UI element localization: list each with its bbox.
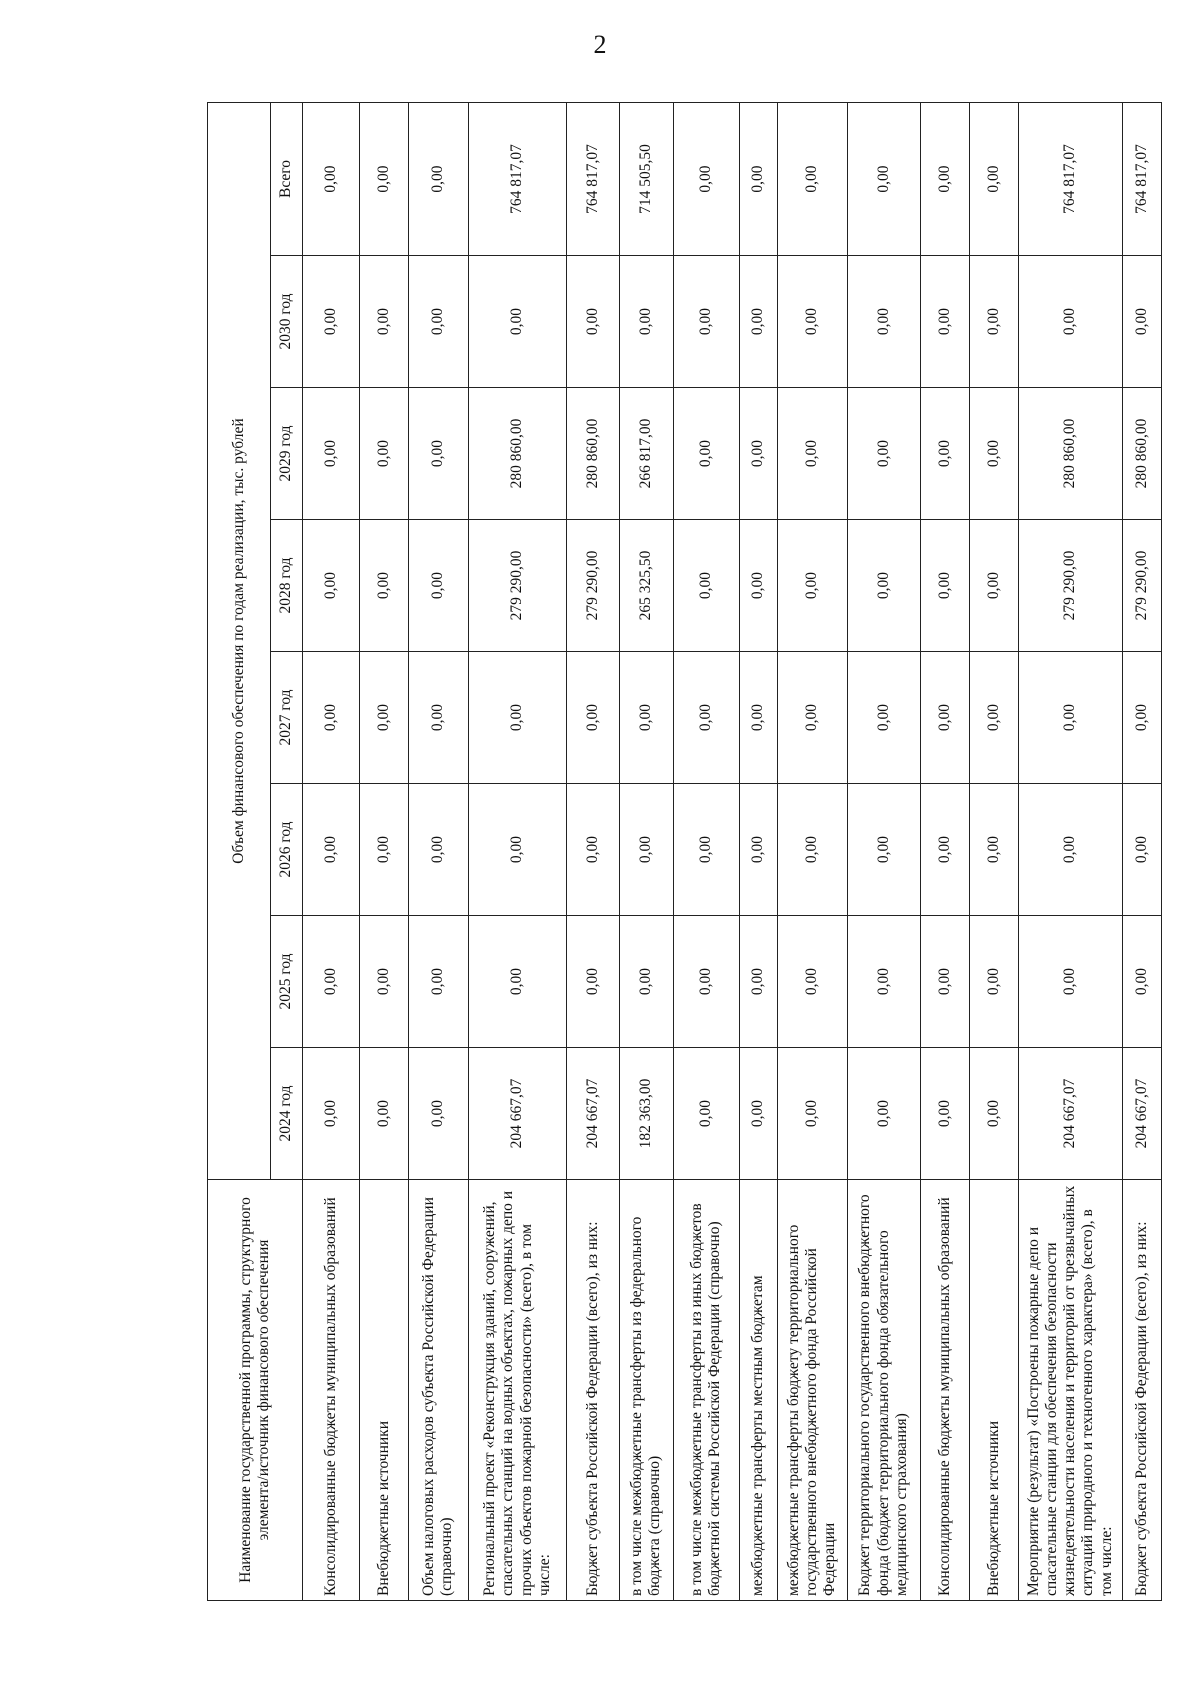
row-year-value: 0,00 <box>920 916 969 1048</box>
table-row <box>674 103 739 1601</box>
row-year-value: 0,00 <box>359 520 408 652</box>
row-year-value: 266 817,00 <box>619 388 674 520</box>
row-total-value: 764 817,07 <box>1018 103 1122 256</box>
row-year-value: 279 290,00 <box>1018 520 1122 652</box>
row-year-value: 0,00 <box>359 916 408 1048</box>
row-year-value: 0,00 <box>674 784 739 916</box>
row-year-value: 0,00 <box>619 652 674 784</box>
row-year-value: 0,00 <box>920 784 969 916</box>
header-year: 2024 год <box>271 1048 303 1180</box>
row-year-value: 182 363,00 <box>619 1048 674 1180</box>
row-year-value: 0,00 <box>969 520 1018 652</box>
row-year-value: 0,00 <box>408 1048 468 1180</box>
row-year-value: 0,00 <box>303 1048 360 1180</box>
row-year-value: 0,00 <box>303 388 360 520</box>
row-year-value: 0,00 <box>359 256 408 388</box>
row-label: межбюджетные трансферты местным бюджетам <box>739 1180 777 1601</box>
row-year-value: 0,00 <box>1122 256 1161 388</box>
row-year-value: 204 667,07 <box>567 1048 619 1180</box>
row-label: Консолидированные бюджеты муниципальных образований <box>920 1180 969 1601</box>
row-year-value: 0,00 <box>468 916 566 1048</box>
row-year-value: 0,00 <box>969 916 1018 1048</box>
row-label: межбюджетные трансферты бюджету территориального государственного внебюджетного фонда Российской Федерации <box>777 1180 847 1601</box>
row-year-value: 0,00 <box>674 256 739 388</box>
row-year-value: 0,00 <box>739 520 777 652</box>
row-year-value: 0,00 <box>847 520 920 652</box>
row-total-value: 714 505,50 <box>619 103 674 256</box>
header-year: 2030 год <box>271 256 303 388</box>
row-year-value: 0,00 <box>567 784 619 916</box>
row-year-value: 0,00 <box>920 1048 969 1180</box>
row-year-value: 0,00 <box>777 520 847 652</box>
row-year-value: 0,00 <box>920 388 969 520</box>
row-year-value: 0,00 <box>739 652 777 784</box>
row-year-value: 0,00 <box>303 784 360 916</box>
row-year-value: 0,00 <box>359 652 408 784</box>
table-row <box>777 103 847 1601</box>
header-year: 2028 год <box>271 520 303 652</box>
header-total: Всего <box>271 103 303 256</box>
row-year-value: 0,00 <box>920 652 969 784</box>
row-year-value: 0,00 <box>408 652 468 784</box>
row-year-value: 0,00 <box>468 784 566 916</box>
row-label: Мероприятие (результат) «Построены пожарные депо и спасательные станции для обеспечения безопасности жизнедеятельности населения и территорий от чрезвычайных ситуаций природного и техногенного характера» (всего), в том числе: <box>1018 1180 1122 1601</box>
row-year-value: 0,00 <box>1018 784 1122 916</box>
header-name-column: Наименование государственной программы, структурного элемента/источник финансового обеспечения <box>208 1180 303 1601</box>
row-year-value: 0,00 <box>408 520 468 652</box>
row-year-value: 280 860,00 <box>468 388 566 520</box>
row-year-value: 280 860,00 <box>567 388 619 520</box>
header-year: 2026 год <box>271 784 303 916</box>
row-year-value: 204 667,07 <box>1018 1048 1122 1180</box>
row-year-value: 0,00 <box>567 916 619 1048</box>
row-year-value: 0,00 <box>1122 652 1161 784</box>
row-total-value: 764 817,07 <box>468 103 566 256</box>
row-year-value: 0,00 <box>408 388 468 520</box>
row-year-value: 0,00 <box>468 652 566 784</box>
row-total-value: 764 817,07 <box>567 103 619 256</box>
header-year: 2027 год <box>271 652 303 784</box>
row-year-value: 0,00 <box>359 784 408 916</box>
row-year-value: 0,00 <box>969 784 1018 916</box>
row-year-value: 0,00 <box>408 784 468 916</box>
row-year-value: 0,00 <box>739 388 777 520</box>
table-row <box>739 103 777 1601</box>
row-year-value: 0,00 <box>777 652 847 784</box>
row-year-value: 0,00 <box>567 652 619 784</box>
row-total-value: 0,00 <box>777 103 847 256</box>
row-year-value: 0,00 <box>1018 652 1122 784</box>
row-year-value: 0,00 <box>847 916 920 1048</box>
row-year-value: 279 290,00 <box>1122 520 1161 652</box>
table-row <box>567 103 619 1601</box>
row-total-value: 0,00 <box>303 103 360 256</box>
row-label: Бюджет территориального государственного внебюджетного фонда (бюджет территориального фонда обязательного медицинского страхования) <box>847 1180 920 1601</box>
row-year-value: 0,00 <box>619 784 674 916</box>
row-year-value: 0,00 <box>1122 916 1161 1048</box>
row-label: Объем налоговых расходов субъекта Российской Федерации (справочно) <box>408 1180 468 1601</box>
row-year-value: 0,00 <box>1018 916 1122 1048</box>
table-row <box>1122 103 1161 1601</box>
row-total-value: 764 817,07 <box>1122 103 1161 256</box>
header-volume-group: Объем финансового обеспечения по годам реализации, тыс. рублей <box>208 103 271 1180</box>
table-row <box>920 103 969 1601</box>
row-year-value: 0,00 <box>847 256 920 388</box>
row-year-value: 0,00 <box>674 520 739 652</box>
row-year-value: 0,00 <box>303 652 360 784</box>
row-year-value: 279 290,00 <box>468 520 566 652</box>
row-year-value: 0,00 <box>739 256 777 388</box>
row-total-value: 0,00 <box>674 103 739 256</box>
row-year-value: 0,00 <box>847 1048 920 1180</box>
table-row <box>969 103 1018 1601</box>
row-year-value: 0,00 <box>777 784 847 916</box>
row-year-value: 0,00 <box>847 652 920 784</box>
row-year-value: 0,00 <box>567 256 619 388</box>
table-row <box>303 103 360 1601</box>
row-total-value: 0,00 <box>408 103 468 256</box>
row-year-value: 0,00 <box>739 916 777 1048</box>
row-year-value: 0,00 <box>739 1048 777 1180</box>
row-year-value: 0,00 <box>1018 256 1122 388</box>
row-label: в том числе межбюджетные трансферты из федерального бюджета (справочно) <box>619 1180 674 1601</box>
row-year-value: 204 667,07 <box>468 1048 566 1180</box>
row-year-value: 0,00 <box>468 256 566 388</box>
row-year-value: 0,00 <box>674 1048 739 1180</box>
row-year-value: 0,00 <box>777 1048 847 1180</box>
row-year-value: 265 325,50 <box>619 520 674 652</box>
header-year: 2025 год <box>271 916 303 1048</box>
row-year-value: 0,00 <box>777 916 847 1048</box>
row-total-value: 0,00 <box>969 103 1018 256</box>
row-year-value: 280 860,00 <box>1018 388 1122 520</box>
row-year-value: 0,00 <box>359 1048 408 1180</box>
row-year-value: 0,00 <box>674 916 739 1048</box>
row-year-value: 0,00 <box>739 784 777 916</box>
row-label: в том числе межбюджетные трансферты из иных бюджетов бюджетной системы Российской Федерации (справочно) <box>674 1180 739 1601</box>
rotated-table-container <box>207 103 1162 1601</box>
row-label: Региональный проект «Реконструкция зданий, сооружений, спасательных станций на водных объектах, пожарных депо и прочих объектов пожарной безопасности» (всего), в том числе: <box>468 1180 566 1601</box>
row-label: Бюджет субъекта Российской Федерации (всего), из них: <box>1122 1180 1161 1601</box>
row-year-value: 0,00 <box>969 1048 1018 1180</box>
row-label: Консолидированные бюджеты муниципальных образований <box>303 1180 360 1601</box>
table-row <box>468 103 566 1601</box>
row-year-value: 0,00 <box>408 916 468 1048</box>
table-row <box>1018 103 1122 1601</box>
row-label: Внебюджетные источники <box>969 1180 1018 1601</box>
row-label: Бюджет субъекта Российской Федерации (всего), из них: <box>567 1180 619 1601</box>
row-year-value: 0,00 <box>1122 784 1161 916</box>
row-year-value: 0,00 <box>847 388 920 520</box>
table-row <box>847 103 920 1601</box>
row-year-value: 0,00 <box>847 784 920 916</box>
row-year-value: 0,00 <box>303 520 360 652</box>
row-year-value: 204 667,07 <box>1122 1048 1161 1180</box>
table-row <box>408 103 468 1601</box>
row-year-value: 0,00 <box>619 256 674 388</box>
row-year-value: 0,00 <box>920 520 969 652</box>
page-number: 2 <box>593 30 607 59</box>
row-year-value: 0,00 <box>674 388 739 520</box>
row-year-value: 279 290,00 <box>567 520 619 652</box>
row-year-value: 0,00 <box>303 256 360 388</box>
row-label: Внебюджетные источники <box>359 1180 408 1601</box>
table-row <box>619 103 674 1601</box>
row-year-value: 0,00 <box>359 388 408 520</box>
row-total-value: 0,00 <box>359 103 408 256</box>
row-year-value: 0,00 <box>777 388 847 520</box>
finance-table <box>207 102 1162 1601</box>
row-year-value: 0,00 <box>619 916 674 1048</box>
row-total-value: 0,00 <box>739 103 777 256</box>
row-year-value: 0,00 <box>777 256 847 388</box>
row-year-value: 280 860,00 <box>1122 388 1161 520</box>
row-year-value: 0,00 <box>969 256 1018 388</box>
row-year-value: 0,00 <box>920 256 969 388</box>
row-year-value: 0,00 <box>674 652 739 784</box>
row-year-value: 0,00 <box>969 388 1018 520</box>
header-year: 2029 год <box>271 388 303 520</box>
row-year-value: 0,00 <box>303 916 360 1048</box>
row-year-value: 0,00 <box>408 256 468 388</box>
table-row <box>359 103 408 1601</box>
row-total-value: 0,00 <box>920 103 969 256</box>
row-total-value: 0,00 <box>847 103 920 256</box>
row-year-value: 0,00 <box>969 652 1018 784</box>
